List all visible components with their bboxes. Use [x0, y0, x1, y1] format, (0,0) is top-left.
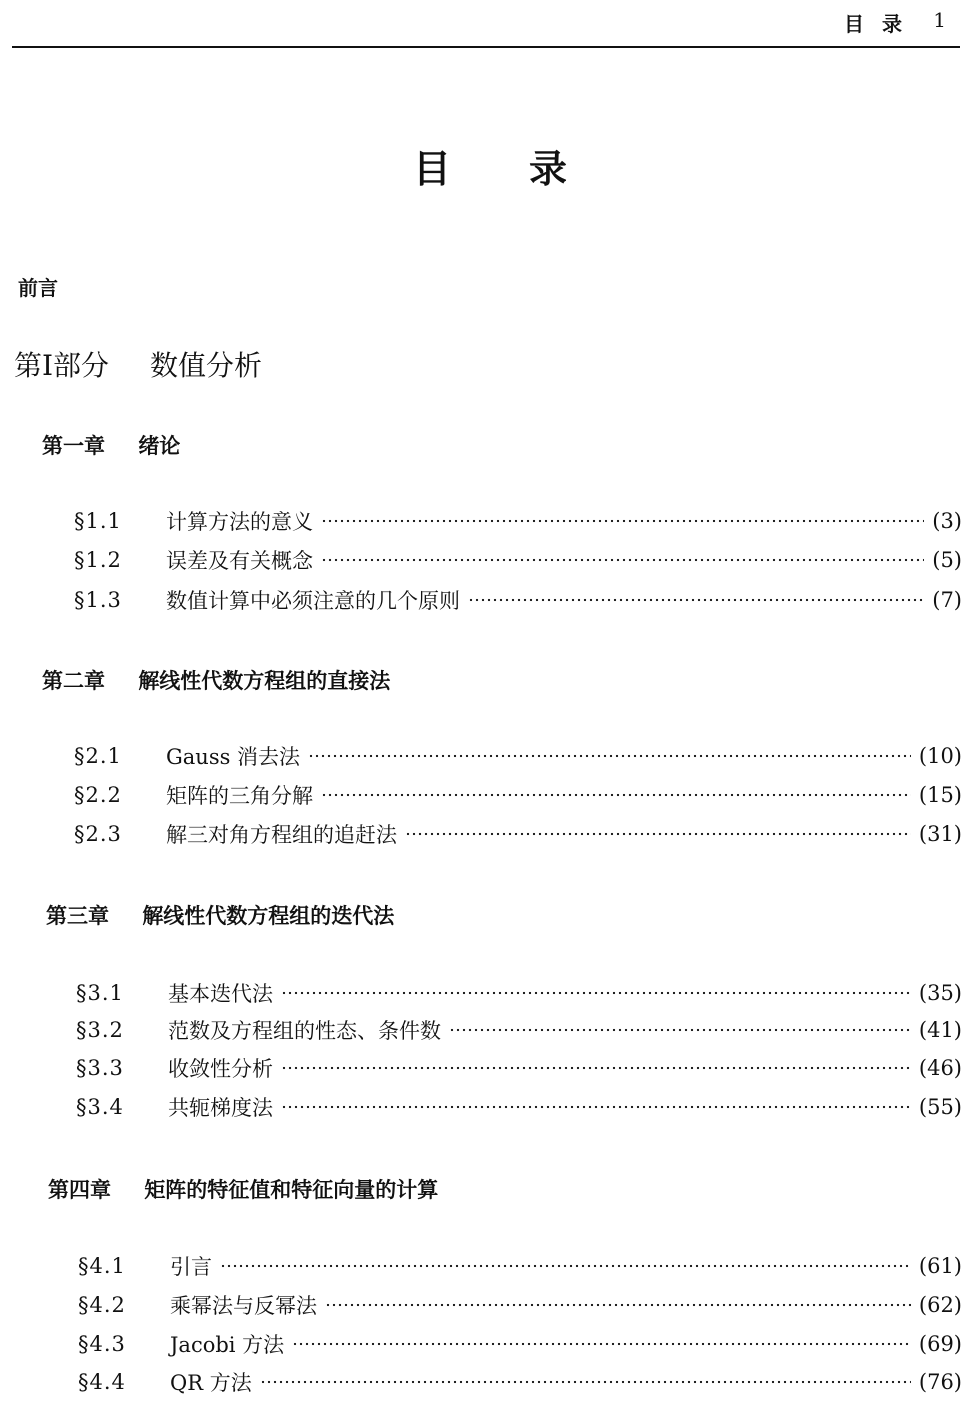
section-number: §3.4: [76, 1095, 124, 1119]
section-title: 误差及有关概念: [166, 549, 313, 573]
section-number: §1.3: [74, 588, 122, 612]
dot-leader: [260, 1380, 911, 1384]
section-page: (46): [918, 1056, 962, 1080]
dot-leader: [281, 1066, 911, 1070]
toc-entry-1-3[interactable]: [74, 584, 962, 616]
chapter-title: 矩阵的特征值和特征向量的计算: [144, 1178, 439, 1202]
toc-entry-1-1[interactable]: [74, 505, 962, 537]
chapter-3-heading[interactable]: [46, 900, 394, 930]
chapter-title: 绪论: [138, 434, 181, 458]
section-number: §4.2: [78, 1293, 126, 1317]
section-number: §4.1: [78, 1254, 126, 1278]
section-title: Gauss 消去法: [166, 745, 301, 769]
toc-entry-3-3[interactable]: [76, 1052, 962, 1084]
section-page: (55): [918, 1095, 962, 1119]
toc-entry-2-2[interactable]: [74, 779, 962, 811]
section-page: (35): [918, 981, 962, 1005]
chapter-title: 解线性代数方程组的迭代法: [142, 904, 395, 928]
chapter-label: 第一章: [42, 434, 105, 458]
section-page: (15): [918, 783, 962, 807]
section-title: 乘幂法与反幂法: [170, 1294, 317, 1318]
dot-leader: [325, 1303, 911, 1307]
section-number: §1.2: [74, 548, 122, 572]
section-page: (61): [918, 1254, 962, 1278]
section-number: §2.3: [74, 822, 122, 846]
toc-entry-4-3[interactable]: [78, 1328, 962, 1360]
section-page: (69): [918, 1332, 962, 1356]
section-page: (7): [932, 588, 962, 612]
header-page-number: 1: [933, 8, 946, 32]
dot-leader: [281, 1105, 911, 1109]
section-number: §4.4: [78, 1370, 126, 1394]
toc-entry-1-2[interactable]: [74, 544, 962, 576]
section-title: 收敛性分析: [168, 1057, 273, 1081]
part-title: 数值分析: [149, 349, 262, 382]
chapter-title: 解线性代数方程组的直接法: [138, 669, 391, 693]
preface-entry[interactable]: 前言: [18, 276, 58, 300]
header-title: 目录: [844, 12, 920, 36]
chapter-2-heading[interactable]: [42, 665, 390, 695]
dot-leader: [321, 519, 924, 523]
dot-leader: [220, 1264, 911, 1268]
section-page: (76): [918, 1370, 962, 1394]
section-title: Jacobi 方法: [170, 1333, 285, 1357]
chapter-label: 第二章: [42, 669, 105, 693]
chapter-label: 第三章: [46, 904, 109, 928]
section-page: (62): [918, 1293, 962, 1317]
dot-leader: [308, 754, 911, 758]
section-number: §2.2: [74, 783, 122, 807]
section-number: §3.1: [76, 981, 124, 1005]
section-title: 计算方法的意义: [166, 510, 313, 534]
section-page: (5): [932, 548, 962, 572]
section-title: QR 方法: [170, 1371, 252, 1395]
section-page: (41): [918, 1018, 962, 1042]
toc-entry-4-2[interactable]: [78, 1289, 962, 1321]
chapter-label: 第四章: [48, 1178, 111, 1202]
section-number: §3.3: [76, 1056, 124, 1080]
section-title: 引言: [170, 1255, 212, 1279]
part-label: 第Ⅰ部分: [14, 349, 110, 382]
toc-entry-3-4[interactable]: [76, 1091, 962, 1123]
dot-leader: [321, 558, 924, 562]
section-title: 数值计算中必须注意的几个原则: [166, 589, 460, 613]
running-header: [12, 0, 960, 48]
dot-leader: [292, 1342, 911, 1346]
section-number: §4.3: [78, 1332, 126, 1356]
section-page: (10): [918, 744, 962, 768]
toc-entry-4-1[interactable]: [78, 1250, 962, 1282]
dot-leader: [405, 832, 911, 836]
part-heading: [14, 344, 262, 384]
section-title: 矩阵的三角分解: [166, 784, 313, 808]
dot-leader: [321, 793, 911, 797]
section-number: §2.1: [74, 744, 122, 768]
chapter-1-heading[interactable]: [42, 430, 180, 460]
toc-entry-3-2[interactable]: [76, 1014, 962, 1046]
section-title: 共轭梯度法: [168, 1096, 273, 1120]
section-title: 基本迭代法: [168, 982, 273, 1006]
section-page: (3): [932, 509, 962, 533]
toc-entry-2-3[interactable]: [74, 818, 962, 850]
dot-leader: [449, 1028, 911, 1032]
section-number: §1.1: [74, 509, 122, 533]
section-number: §3.2: [76, 1018, 124, 1042]
chapter-4-heading[interactable]: [48, 1174, 438, 1204]
section-title: 解三对角方程组的追赶法: [166, 823, 397, 847]
toc-entry-4-4[interactable]: [78, 1366, 962, 1398]
section-page: (31): [918, 822, 962, 846]
toc-entry-3-1[interactable]: [76, 977, 962, 1009]
toc-entry-2-1[interactable]: [74, 740, 962, 772]
page-title: 目录: [412, 147, 645, 191]
section-title: 范数及方程组的性态、条件数: [168, 1019, 441, 1043]
dot-leader: [468, 598, 924, 602]
dot-leader: [281, 991, 911, 995]
